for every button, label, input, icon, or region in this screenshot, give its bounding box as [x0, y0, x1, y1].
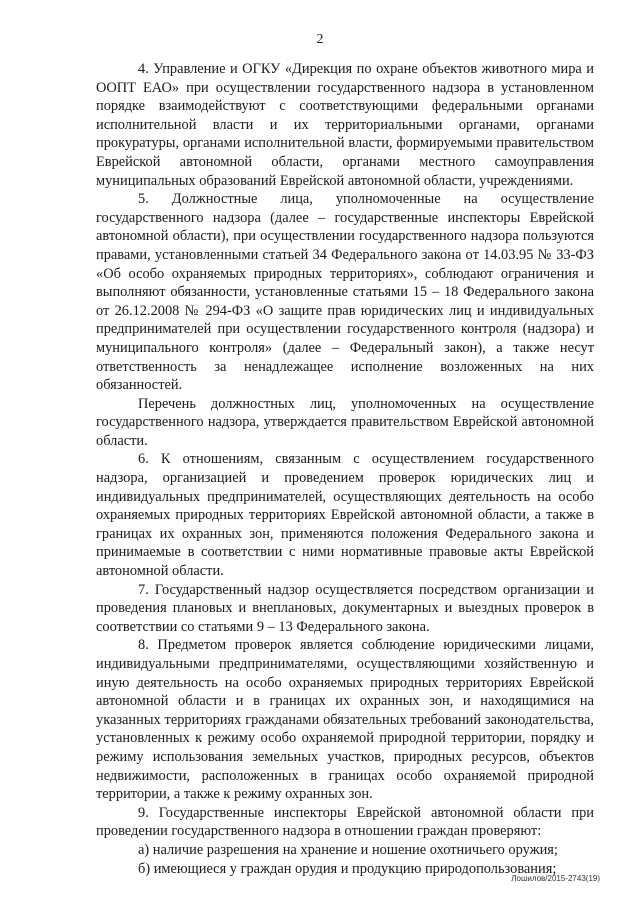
document-body	[96, 60, 594, 878]
paragraph-4: 4. Управление и ОГКУ «Дирекция по охране объектов животного мира и ООПТ ЕАО» при осуществлении государственного надзора в установленном порядке взаимодействуют с соответствующими федеральными органами исполнительной власти и их территориальными органами, органами прокуратуры, органами исполнительной власти, формируемыми правительством Еврейской автономной области, органами местного самоуправления муниципальных образований Еврейской автономной области, учреждениями.	[96, 61, 594, 189]
paragraph-9-a: а) наличие разрешения на хранение и ношение охотничьего оружия;	[138, 841, 558, 858]
paragraph-9: 9. Государственные инспекторы Еврейской автономной области при проведении государственного надзора в отношении граждан проверяют:	[96, 804, 594, 840]
paragraph-5: 5. Должностные лица, уполномоченные на осуществление государственного надзора (далее – государственные инспекторы Еврейской автономной области), при осуществлении государственного надзора пользуются правами, установленными статьей 34 Федерального закона от 14.03.95 № 33-ФЗ «Об особо охраняемых природных территориях», соблюдают ограничения и выполняют обязанности, установленные статьями 15 – 18 Федерального закона от 26.12.2008 № 294-ФЗ «О защите прав юридических лиц и индивидуальных предпринимателей при осуществлении государственного контроля (надзора) и муниципального контроля» (далее – Федеральный закон), а также несут ответственность за ненадлежащее исполнение возложенных на них обязанностей.	[96, 191, 594, 394]
page-number: 2	[316, 32, 324, 47]
paragraph-8: 8. Предметом проверок является соблюдение юридическими лицами, индивидуальными предпринимателями, осуществляющими хозяйственную и иную деятельность на особо охраняемых природных территориях Еврейской автономной области и в границах их охранных зон, и находящимися на указанных территориях гражданами обязательных требований законодательства, установленных к режиму особо охраняемой природной территории, порядку и режиму использования земельных участков, природных ресурсов, объектов недвижимости, расположенных в границах особо охраняемой природной территории, а также к режиму охранных зон.	[96, 637, 594, 803]
paragraph-5-list: Перечень должностных лиц, уполномоченных на осуществление государственного надзора, утверждается правительством Еврейской автономной области.	[96, 395, 594, 449]
paragraph-6: 6. К отношениям, связанным с осуществлением государственного надзора, организацией и проведением проверок юридических лиц и индивидуальных предпринимателей, осуществляющих деятельность на особо охраняемых природных территориях Еврейской автономной области, а также в границах их охранных зон, применяются положения Федерального закона и принимаемые в соответствии с ними нормативные правовые акты Еврейской автономной области.	[96, 451, 594, 580]
footer-stamp: Лошилов/2015-2743(19)	[511, 874, 600, 883]
paragraph-7: 7. Государственный надзор осуществляется посредством организации и проведения плановых и внеплановых, документарных и выездных проверок в соответствии со статьями 9 – 13 Федерального закона.	[96, 581, 594, 635]
paragraph-9-b: б) имеющиеся у граждан орудия и продукцию природопользования;	[138, 860, 557, 877]
